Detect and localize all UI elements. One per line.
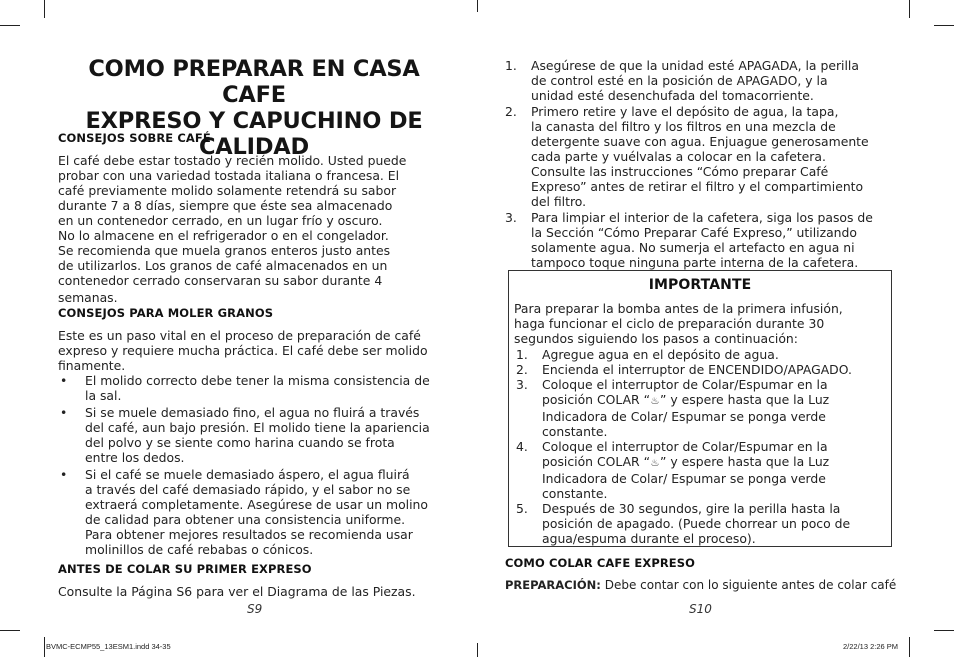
section-heading-antes: ANTES DE COLAR SU PRIMER EXPRESO — [58, 562, 312, 576]
crop-mark — [909, 0, 910, 18]
antes-text: Consulte la Página S6 para ver el Diagrama de las Piezas. — [58, 584, 416, 599]
preparacion-text: Debe contar con lo siguiente antes de colar café — [604, 578, 897, 592]
list-item: 3. Coloque el interruptor de Colar/Espumar en la posición COLAR “♨” y espere hasta que la Luz Indicadora de Colar/ Espumar se ponga verde constante. — [516, 377, 830, 439]
steps-list — [505, 58, 873, 270]
page-number-right: S10 — [689, 602, 712, 616]
list-item: 1. Agregue agua en el depósito de agua. — [516, 347, 779, 362]
list-item: 2. Encienda el interruptor de ENCENDIDO/APAGADO. — [516, 362, 852, 377]
date-slug: 2/22/13 2:26 PM — [843, 642, 899, 651]
section-heading-colar: COMO COLAR CAFE EXPRESO — [505, 556, 696, 570]
consejos-cafe-paragraph: El café debe estar tostado y recién molido. Usted puede probar con una variedad tostada italiana o francesa. El café previamente molido solamente retendrá su sabor durante 7 a 8 días, siempre que éste sea almacenado en un contenedor cerrado, en un lugar frío y oscuro. No lo almacene en el refrigerador o en el congelador. Se recomienda que muela granos enteros justo antes de utilizarlos. Los granos de café almacenados en un contenedor cerrado conservaran su sabor durante 4 semanas. — [58, 153, 407, 305]
bullet-icon: • — [60, 405, 68, 420]
section-heading-moler-granos: CONSEJOS PARA MOLER GRANOS — [58, 306, 274, 320]
crop-mark — [44, 0, 45, 18]
list-item: 1. Asegúrese de que la unidad esté APAGADA, la perilla de control esté en la posición de APAGADO, y la unidad esté desenchufada del tomacorriente. — [505, 58, 859, 103]
crop-mark — [0, 25, 20, 26]
importante-intro: Para preparar la bomba antes de la primera infusión, haga funcionar el ciclo de preparación durante 30 segundos siguiendo los pasos a continuación: — [514, 301, 843, 346]
file-slug: BVMC-ECMP55_13ESM1.indd 34-35 — [46, 642, 171, 651]
list-item: • El molido correcto debe tener la misma consistencia de la sal. — [60, 373, 430, 403]
list-item: 3. Para limpiar el interior de la cafetera, siga los pasos de la Sección “Cómo Preparar Café Expreso,” utilizando solamente agua. No sumerja el artefacto en agua ni tampoco toque ninguna parte interna de la cafetera. — [505, 210, 873, 270]
list-item: • Si el café se muele demasiado áspero, el agua fluirá a través del café demasiado rápido, y el sabor no se extraerá completamente. Asegúrese de usar un molino de calidad para obtener una consistencia uniforme. Para obtener mejores resultados se recomienda usar molinillos de café rebabas o cónicos. — [60, 467, 428, 557]
coffee-cup-icon: ♨ — [650, 458, 660, 469]
bullet-icon: • — [60, 467, 68, 482]
page-title: COMO PREPARAR EN CASA CAFE EXPRESO Y CAPUCHINO DE CALIDAD — [85, 56, 423, 160]
list-item: 4. Coloque el interruptor de Colar/Espumar en la posición COLAR “♨” y espere hasta que la Luz Indicadora de Colar/ Espumar se ponga verde constante. — [516, 439, 830, 501]
page-number-left: S9 — [247, 602, 263, 616]
crop-mark — [909, 637, 910, 657]
crop-mark — [477, 0, 478, 12]
crop-mark — [44, 637, 45, 657]
bullet-icon: • — [60, 373, 68, 388]
importante-heading: IMPORTANTE — [648, 277, 752, 293]
importante-steps — [516, 347, 852, 546]
preparacion-line — [505, 578, 896, 593]
crop-mark — [477, 643, 478, 657]
list-item: 5. Después de 30 segundos, gire la perilla hasta la posición de apagado. (Puede chorrear un poco de agua/espuma durante el proceso). — [516, 501, 851, 546]
crop-mark — [934, 630, 954, 631]
preparacion-label: PREPARACIÓN: — [505, 578, 601, 592]
importante-box — [508, 270, 892, 547]
crop-mark — [0, 630, 20, 631]
bullet-list — [60, 373, 430, 557]
coffee-cup-icon: ♨ — [650, 396, 660, 407]
list-item: • Si se muele demasiado fino, el agua no fluirá a través del café, aun bajo presión. El molido tiene la apariencia del polvo y se siente como harina cuando se frota entre los dedos. — [60, 405, 430, 465]
list-item: 2. Primero retire y lave el depósito de agua, la tapa, la canasta del filtro y los filtros en una mezcla de detergente suave con agua. Enjuague generosamente cada parte y vuélvalas a colocar en la cafetera. Consulte las instrucciones “Cómo preparar Café Expreso” antes de retirar el filtro y el compartimiento del filtro. — [505, 104, 869, 209]
section-heading-consejos-cafe: CONSEJOS SOBRE CAFÉ — [58, 131, 211, 145]
crop-mark — [934, 25, 954, 26]
moler-intro-paragraph: Este es un paso vital en el proceso de preparación de café expreso y requiere mucha práctica. El café debe ser molido finamente. — [58, 328, 428, 373]
